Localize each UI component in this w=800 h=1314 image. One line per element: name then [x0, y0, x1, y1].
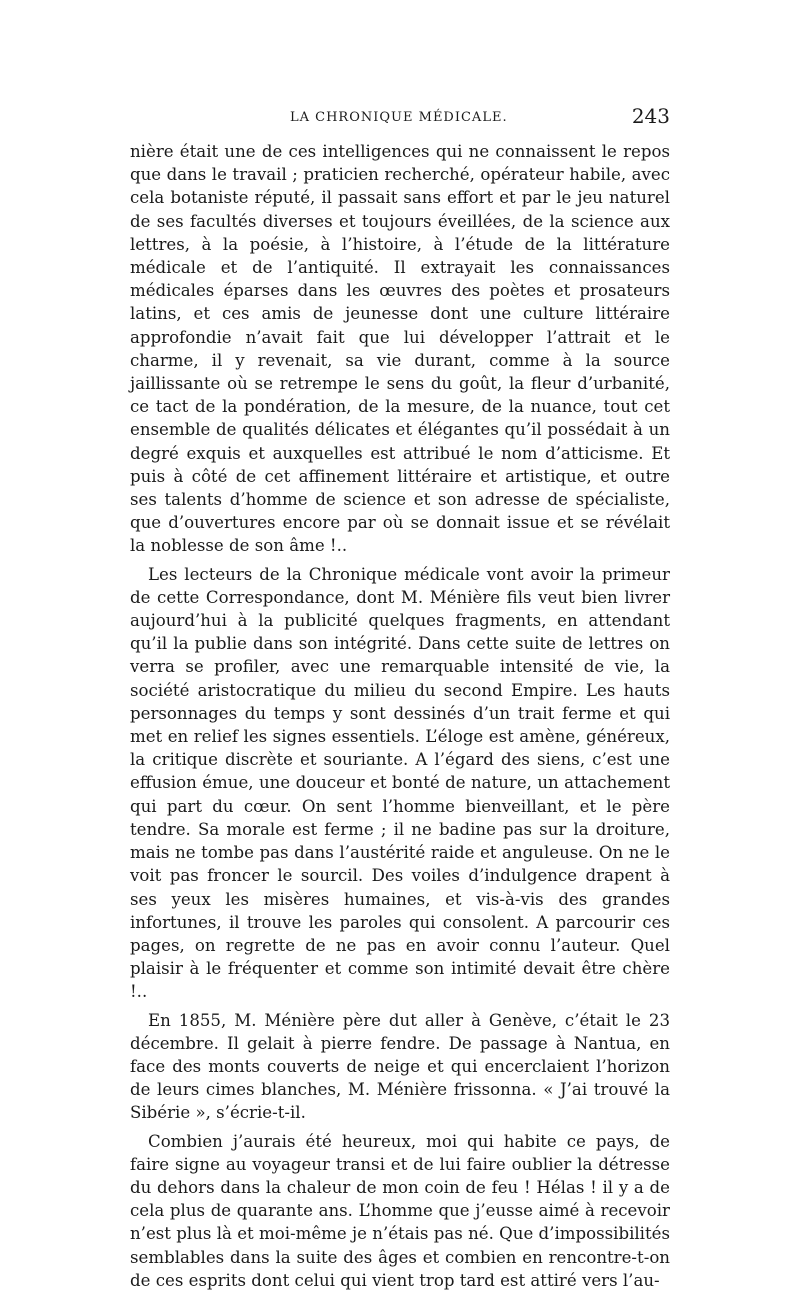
- paragraph-4: Combien j’aurais été heureux, moi qui habite ce pays, de faire signe au voyageur transi et de lui faire oublier la détresse du dehors dans la chaleur de mon coin de feu ! Hélas ! il y a de cela plus de quarante ans. L’homme que j’eusse aimé à recevoir n’est plus là et moi-même je n’étais pas né. Que d’impossibilités semblables dans la suite des âges et combien en rencontre-t-on de ces esprits dont celui qui vient trop tard est attiré vers l’au-: [130, 1131, 670, 1290]
- paragraph-2: Les lecteurs de la Chronique médicale vont avoir la primeur de cette Correspondance, dont M. Ménière fils veut bien livrer aujourd’hui à la publicité quelques fragments, en attendant qu’il la publie dans son intégrité. Dans cette suite de lettres on verra se profiler, avec une remarquable intensité de vie, la société aristocratique du milieu du second Empire. Les hauts personnages du temps y sont dessinés d’un trait ferme et qui met en relief les signes essentiels. L’éloge est amène, généreux, la critique discrète et souriante. A l’égard des siens, c’est une effusion émue, une douceur et bonté de nature, un attachement qui part du cœur. On sent l’homme bienveillant, et le père tendre. Sa morale est ferme ; il ne badine pas sur la droiture, mais ne tombe pas dans l’austérité raide et anguleuse. On ne le voit pas froncer le sourcil. Des voiles d’indulgence drapent à ses yeux les misères humaines, et vis-à-vis des grandes infortunes, il trouve les paroles qui consolent. A parcourir ces pages, on regrette de ne pas en avoir connu l’auteur. Quel plaisir à le fréquenter et comme son intimité devait être chère !..: [130, 564, 670, 1002]
- body-text: [130, 140, 670, 1292]
- page-number: 243: [631, 104, 670, 128]
- running-title: LA CHRONIQUE MÉDICALE.: [290, 110, 508, 125]
- paragraph-3: En 1855, M. Ménière père dut aller à Genève, c’était le 23 décembre. Il gelait à pierre fendre. De passage à Nantua, en face des monts couverts de neige et qui encerclaient l’horizon de leurs cimes blanches, M. Ménière frissonna. « J’ai trouvé la Sibérie », s’écrie-t-il.: [130, 1010, 670, 1123]
- paragraph-1: nière était une de ces intelligences qui ne connaissent le repos que dans le travail ; praticien recherché, opérateur habile, avec cela botaniste réputé, il passait sans effort et par le jeu naturel de ses facultés diverses et toujours éveillées, de la science aux lettres, à la poésie, à l’histoire, à l’étude de la littérature médicale et de l’antiquité. Il extrayait les connaissances médicales éparses dans les œuvres des poètes et prosateurs latins, et ces amis de jeunesse dont une culture littéraire approfondie n’avait fait que lui développer l’attrait et le charme, il y revenait, sa vie durant, comme à la source jaillissante où se retrempe le sens du goût, la fleur d’urbanité, ce tact de la pondération, de la mesure, de la nuance, tout cet ensemble de qualités délicates et élégantes qu’il possédait à un degré exquis et auxquelles est attribué le nom d’atticisme. Et puis à côté de cet affinement littéraire et artistique, et outre ses talents d’homme de science et son adresse de spécialiste, que d’ouvertures encore par où se donnait issue et se révélait la noblesse de son âme !..: [130, 142, 670, 556]
- page-header: [128, 104, 670, 132]
